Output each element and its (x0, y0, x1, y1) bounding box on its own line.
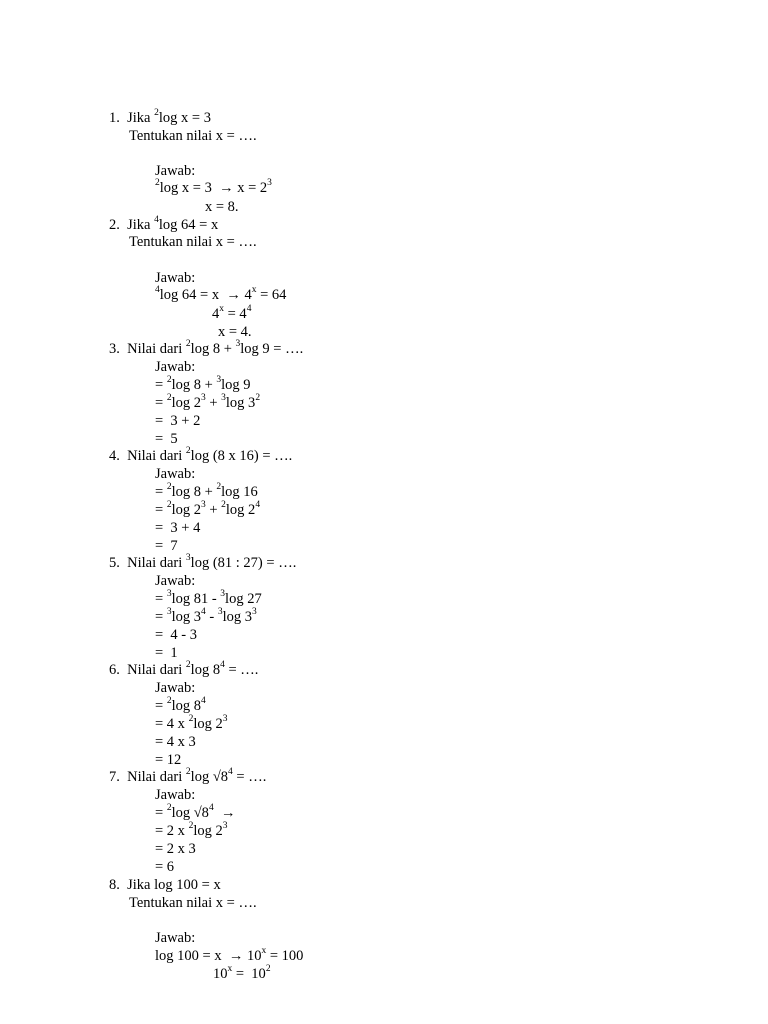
text-run: log (81 : 27) = …. (190, 555, 297, 571)
text-run: = 100 (266, 948, 304, 964)
superscript: 3 (251, 607, 257, 618)
text-run: log 8 + (171, 377, 217, 393)
text-run: log 9 (221, 377, 251, 393)
text-run: = …. (232, 769, 267, 785)
text-run: log √8 (190, 769, 229, 785)
superscript: 2 (166, 696, 172, 707)
text-run: = 4 (224, 306, 247, 322)
text-line (129, 895, 257, 912)
text-line (129, 128, 257, 145)
text-run: log 2 (171, 502, 201, 518)
superscript: 4 (200, 607, 206, 618)
text-run: 6. Nilai dari (109, 662, 186, 678)
text-line (155, 948, 303, 965)
superscript: x (251, 285, 257, 296)
text-line (155, 787, 195, 804)
text-run: x = 8. (205, 199, 239, 215)
text-run: log 16 (221, 484, 258, 500)
text-run: log (8 x 16) = …. (190, 448, 293, 464)
text-run: 4. Nilai dari (109, 448, 186, 464)
text-run: log 100 = x → 10 (155, 948, 262, 964)
superscript: x (227, 964, 233, 975)
text-line (155, 287, 286, 304)
text-run: log 8 + (171, 484, 217, 500)
superscript: 3 (217, 607, 223, 618)
text-line (155, 645, 178, 662)
superscript: 2 (265, 964, 271, 975)
text-run: - (205, 609, 218, 625)
text-run: 3. Nilai dari (109, 341, 186, 357)
superscript: 2 (166, 375, 172, 386)
superscript: 3 (220, 589, 226, 600)
text-run: 5. Nilai dari (109, 555, 186, 571)
superscript: 3 (166, 607, 172, 618)
superscript: 3 (222, 821, 228, 832)
text-run: 8. Jika log 100 = x (109, 877, 221, 893)
text-run: Jawab: (155, 466, 196, 482)
text-line (212, 306, 251, 323)
text-run: = 4 x 3 (155, 734, 196, 750)
text-line (155, 591, 262, 608)
text-run: = 12 (155, 752, 182, 768)
text-run: + (205, 395, 222, 411)
text-run: = (155, 395, 167, 411)
text-line (155, 270, 195, 287)
superscript: 2 (185, 767, 191, 778)
superscript: 2 (188, 821, 194, 832)
text-run: log x = 3 (158, 110, 211, 126)
text-run: log 2 (193, 716, 223, 732)
text-line (109, 217, 218, 234)
text-run: = 6 (155, 859, 175, 875)
superscript: 3 (200, 393, 206, 404)
superscript: 3 (235, 339, 241, 350)
text-line (155, 627, 197, 644)
text-run: x = 4. (218, 324, 252, 340)
text-line (109, 769, 266, 786)
text-line (205, 199, 239, 216)
text-run: Jawab: (155, 680, 196, 696)
text-run: = 10 (232, 966, 266, 982)
superscript: 2 (185, 446, 191, 457)
text-line (155, 359, 195, 376)
text-run: log 8 (190, 662, 221, 678)
superscript: 4 (154, 215, 159, 226)
text-run: Tentukan nilai x = …. (129, 234, 257, 250)
text-line (155, 823, 227, 840)
text-run: = (155, 484, 167, 500)
text-run: → (213, 805, 236, 821)
text-run: log 8 (171, 698, 201, 714)
text-line (155, 180, 272, 197)
superscript: 4 (228, 767, 233, 778)
text-run: 7. Nilai dari (109, 769, 186, 785)
text-run: log 9 = …. (240, 341, 304, 357)
superscript: 2 (255, 393, 261, 404)
text-line (155, 413, 200, 430)
superscript: 2 (166, 500, 172, 511)
text-run: = (155, 502, 167, 518)
superscript: 2 (166, 803, 172, 814)
text-run: log 8 + (190, 341, 236, 357)
superscript: 2 (185, 339, 191, 350)
superscript: 2 (166, 393, 172, 404)
text-run: log 2 (171, 395, 201, 411)
text-run: = (155, 591, 167, 607)
text-line (109, 555, 296, 572)
text-line (213, 966, 271, 983)
text-line (155, 609, 257, 626)
text-run: log 27 (225, 591, 262, 607)
text-line (155, 484, 258, 501)
text-line (109, 877, 221, 894)
superscript: 2 (154, 108, 159, 119)
superscript: 3 (267, 178, 272, 189)
text-run: log 2 (225, 502, 256, 518)
text-run: Jawab: (155, 270, 196, 286)
text-line (155, 163, 195, 180)
text-run: log 64 = x → 4 (159, 287, 252, 303)
text-line (155, 734, 196, 751)
text-line (129, 234, 257, 251)
text-run: 2. Jika (109, 217, 155, 233)
text-run: log 2 (193, 823, 223, 839)
superscript: 4 (155, 285, 160, 296)
text-run: = …. (224, 662, 259, 678)
text-run: 1. Jika (109, 110, 155, 126)
superscript: 2 (155, 178, 160, 189)
text-run: = 4 x (155, 716, 189, 732)
text-line (155, 930, 195, 947)
text-line (155, 716, 227, 733)
text-run: = 4 - 3 (155, 627, 198, 643)
superscript: 3 (200, 500, 206, 511)
text-line (155, 841, 196, 858)
text-line (155, 752, 181, 769)
text-line (109, 662, 258, 679)
superscript: 4 (208, 803, 214, 814)
superscript: 2 (216, 482, 222, 493)
text-line (155, 805, 235, 822)
superscript: 2 (188, 714, 194, 725)
superscript: 2 (185, 660, 191, 671)
superscript: 3 (222, 714, 228, 725)
text-run: = 3 + 4 (155, 520, 201, 536)
text-run: Jawab: (155, 573, 196, 589)
superscript: 3 (166, 589, 172, 600)
text-run: 10 (213, 966, 228, 982)
text-line (155, 431, 178, 448)
text-run: = 64 (256, 287, 287, 303)
text-run: = 3 + 2 (155, 413, 201, 429)
text-run: log 64 = x (158, 217, 219, 233)
text-run: log 81 - (171, 591, 221, 607)
superscript: 3 (185, 553, 191, 564)
superscript: 2 (166, 482, 172, 493)
text-run: = (155, 377, 167, 393)
text-run: = 2 x (155, 823, 189, 839)
text-line (155, 520, 200, 537)
superscript: x (219, 304, 224, 315)
text-run: Tentukan nilai x = …. (129, 895, 257, 911)
text-line (109, 341, 303, 358)
text-run: Tentukan nilai x = …. (129, 128, 257, 144)
text-line (155, 573, 195, 590)
text-line (155, 859, 174, 876)
text-line (218, 324, 252, 341)
text-line (155, 466, 195, 483)
superscript: 4 (220, 660, 225, 671)
text-line (155, 538, 178, 555)
text-run: Jawab: (155, 930, 196, 946)
text-line (109, 110, 211, 127)
text-run: Jawab: (155, 787, 196, 803)
superscript: 3 (221, 393, 226, 404)
superscript: 4 (246, 304, 252, 315)
superscript: 4 (255, 500, 261, 511)
text-line (155, 680, 195, 697)
superscript: 2 (221, 500, 226, 511)
text-run: Jawab: (155, 163, 196, 179)
text-run: 4 (212, 306, 220, 322)
text-run: + (205, 502, 222, 518)
superscript: x (261, 946, 267, 957)
text-line (155, 502, 260, 519)
superscript: 3 (216, 375, 222, 386)
text-run: = (155, 609, 167, 625)
text-run: = (155, 698, 167, 714)
text-run: log √8 (171, 805, 209, 821)
text-line (155, 395, 260, 412)
text-line (109, 448, 292, 465)
text-run: log 3 (222, 609, 252, 625)
text-run: = 5 (155, 431, 178, 447)
text-run: log 3 (225, 395, 256, 411)
text-run: log x = 3 → x = 2 (159, 180, 268, 196)
text-run: log 3 (171, 609, 201, 625)
text-line (155, 698, 206, 715)
text-run: = 7 (155, 538, 178, 554)
text-run: = 1 (155, 645, 178, 661)
text-run: = 2 x 3 (155, 841, 196, 857)
text-run: Jawab: (155, 359, 196, 375)
text-run: = (155, 805, 167, 821)
text-line (155, 377, 251, 394)
superscript: 4 (200, 696, 206, 707)
